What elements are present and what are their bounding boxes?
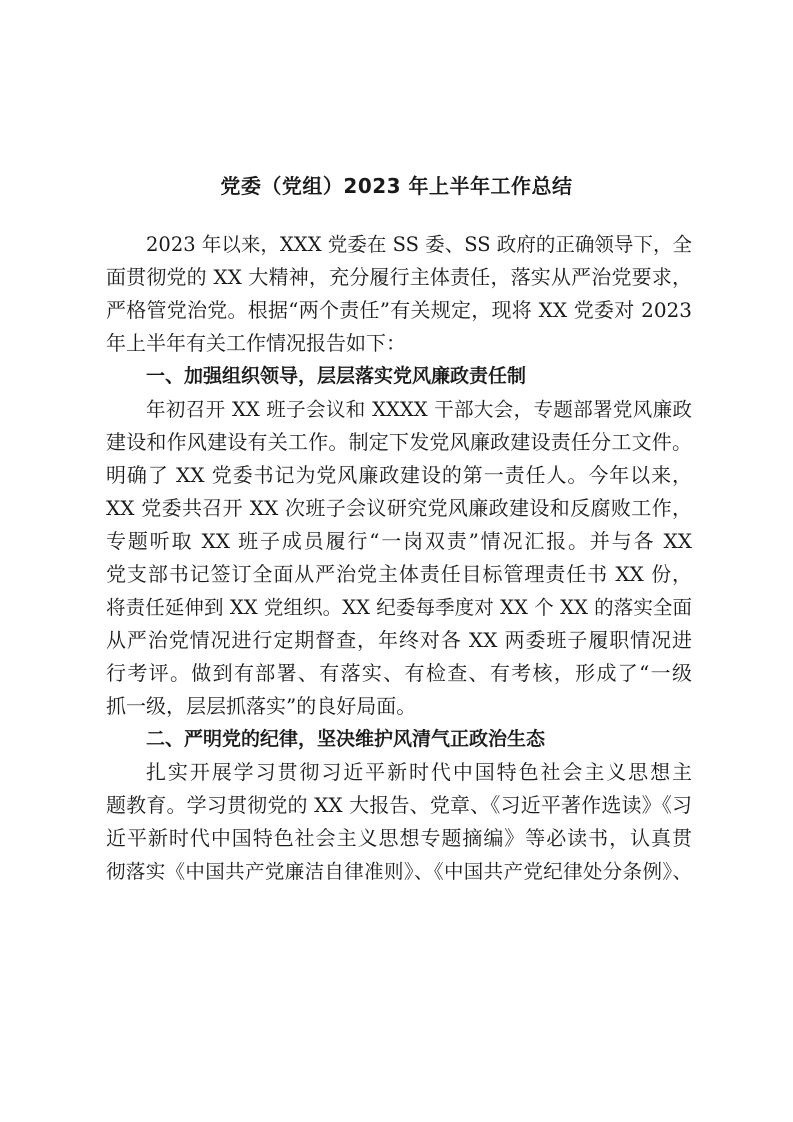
paragraph-line: 扎实开展学习贯彻习近平新时代中国特色社会主义思想主	[146, 760, 692, 784]
paragraph-line: 2023 年以来，XXX 党委在 SS 委、SS 政府的正确领导下，全	[146, 233, 692, 256]
paragraph-line: 面贯彻党的 XX 大精神，充分履行主体责任，落实从严治党要求，	[106, 265, 692, 289]
paragraph-line: 行考评。做到有部署、有落实、有检查、有考核，形成了“一级	[106, 661, 692, 685]
paragraph-line: 彻落实《中国共产党廉洁自律准则》、《中国共产党纪律处分条例》、	[106, 860, 692, 883]
paragraph-line: 从严治党情况进行定期督查，年终对各 XX 两委班子履职情况进	[106, 628, 692, 652]
paragraph-line: 明确了 XX 党委书记为党风廉政建设的第一责任人。今年以来，	[106, 463, 692, 487]
paragraph-line: 近平新时代中国特色社会主义思想专题摘编》等必读书，认真贯	[106, 826, 692, 850]
intro-paragraph	[106, 228, 692, 360]
paragraph-line: 抓一级，层层抓落实”的良好局面。	[106, 694, 417, 718]
paragraph-line: 将责任延伸到 XX 党组织。XX 纪委每季度对 XX 个 XX 的落实全面	[106, 596, 692, 619]
document-body	[106, 228, 692, 888]
section-heading-2: 二、严明党的纪律，坚决维护风清气正政治生态	[146, 728, 546, 750]
paragraph-line: 年初召开 XX 班子会议和 XXXX 干部大会，专题部署党风廉政	[146, 398, 692, 421]
paragraph-line: 题教育。学习贯彻党的 XX 大报告、党章、《习近平著作选读》《习	[106, 793, 692, 817]
paragraph-line: 专题听取 XX 班子成员履行“一岗双责”情况汇报。并与各 XX	[106, 529, 692, 553]
page-title: 党委（党组）2023 年上半年工作总结	[220, 174, 573, 198]
paragraph-line: 严格管党治党。根据“两个责任”有关规定，现将 XX 党委对 2023	[106, 298, 692, 322]
section-2-paragraph	[106, 756, 692, 888]
paragraph-line: 建设和作风建设有关工作。制定下发党风廉政建设责任分工文件。	[106, 430, 692, 454]
paragraph-line: 年上半年有关工作情况报告如下：	[106, 331, 406, 355]
section-1-paragraph	[106, 393, 692, 723]
paragraph-line: XX 党委共召开 XX 次班子会议研究党风廉政建设和反腐败工作，	[106, 496, 692, 520]
section-heading-1: 一、加强组织领导，层层落实党风廉政责任制	[146, 365, 527, 387]
paragraph-line: 党支部书记签订全面从严治党主体责任目标管理责任书 XX 份，	[106, 562, 692, 586]
